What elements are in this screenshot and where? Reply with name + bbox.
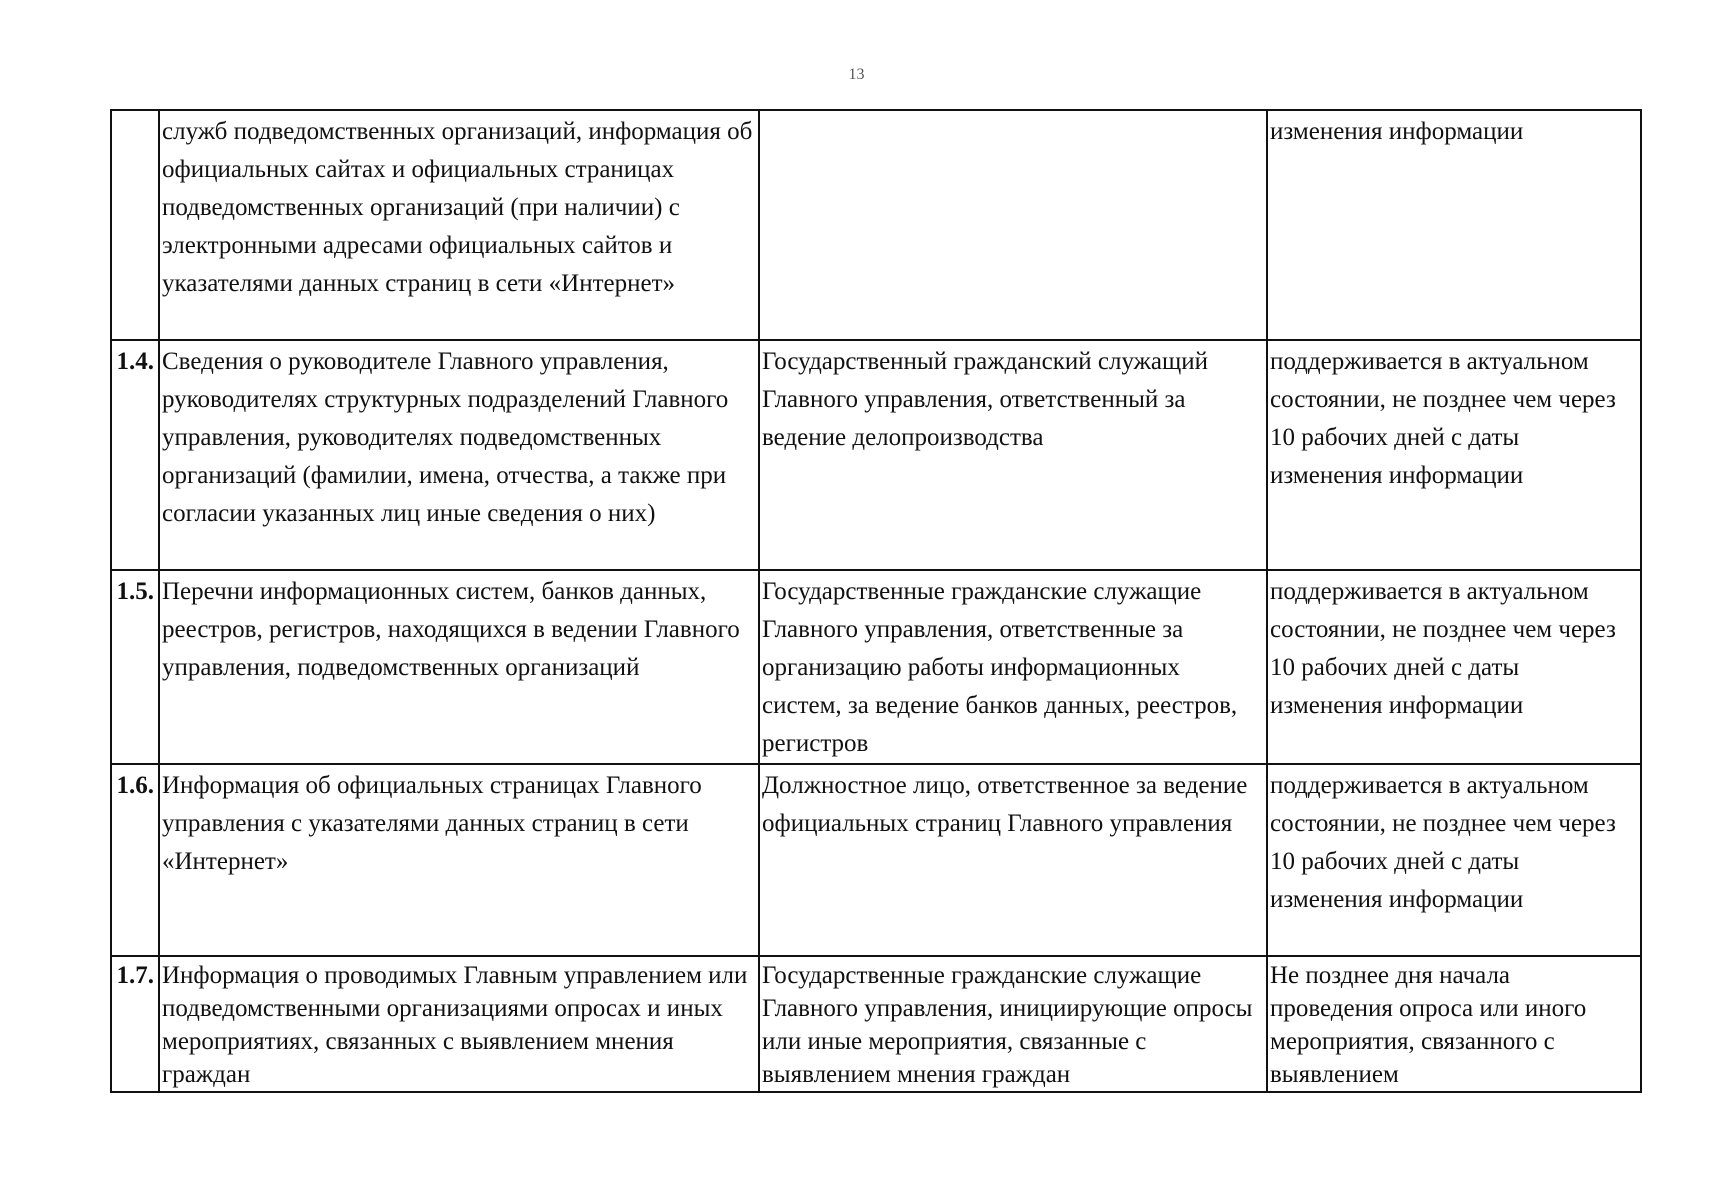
row-number: 1.5. [111, 570, 159, 764]
row-number: 1.4. [111, 340, 159, 570]
row-responsible: Государственные гражданские служащие Главного управления, инициирующие опросы или иные мероприятия, связанные с выявлением мнения граждан [759, 956, 1267, 1092]
row-number [111, 110, 159, 340]
row-deadline: поддерживается в актуальном состоянии, не позднее чем через 10 рабочих дней с даты изменения информации [1267, 340, 1641, 570]
table-row [111, 956, 1641, 1092]
row-deadline: Не позднее дня начала проведения опроса или иного мероприятия, связанного с выявлением [1267, 956, 1641, 1092]
row-content: Перечни информационных систем, банков данных, реестров, регистров, находящихся в ведении Главного управления, подведомственных организаций [159, 570, 759, 764]
row-number: 1.7. [111, 956, 159, 1092]
row-responsible: Государственные гражданские служащие Главного управления, ответственные за организацию работы информационных систем, за ведение банков данных, реестров, регистров [759, 570, 1267, 764]
table-row [111, 764, 1641, 956]
row-number: 1.6. [111, 764, 159, 956]
page-number: 13 [848, 66, 865, 83]
row-deadline: поддерживается в актуальном состоянии, не позднее чем через 10 рабочих дней с даты изменения информации [1267, 570, 1641, 764]
information-table [110, 109, 1642, 1093]
table-row [111, 340, 1641, 570]
row-responsible [759, 110, 1267, 340]
table-row [111, 110, 1641, 340]
row-deadline: поддерживается в актуальном состоянии, не позднее чем через 10 рабочих дней с даты изменения информации [1267, 764, 1641, 956]
row-content: Информация об официальных страницах Главного управления с указателями данных страниц в сети «Интернет» [159, 764, 759, 956]
row-responsible: Государственный гражданский служащий Главного управления, ответственный за ведение делопроизводства [759, 340, 1267, 570]
row-content: Информация о проводимых Главным управлением или подведомственными организациями опросах и иных мероприятиях, связанных с выявлением мнения граждан [159, 956, 759, 1092]
row-content: Сведения о руководителе Главного управления, руководителях структурных подразделений Главного управления, руководителях подведомственных организаций (фамилии, имена, отчества, а также при согласии указанных лиц иные сведения о них) [159, 340, 759, 570]
row-content: служб подведомственных организаций, информация об официальных сайтах и официальных страницах подведомственных организаций (при наличии) с электронными адресами официальных сайтов и указателями данных страниц в сети «Интернет» [159, 110, 759, 340]
table-row [111, 570, 1641, 764]
row-deadline: изменения информации [1267, 110, 1641, 340]
row-responsible: Должностное лицо, ответственное за ведение официальных страниц Главного управления [759, 764, 1267, 956]
